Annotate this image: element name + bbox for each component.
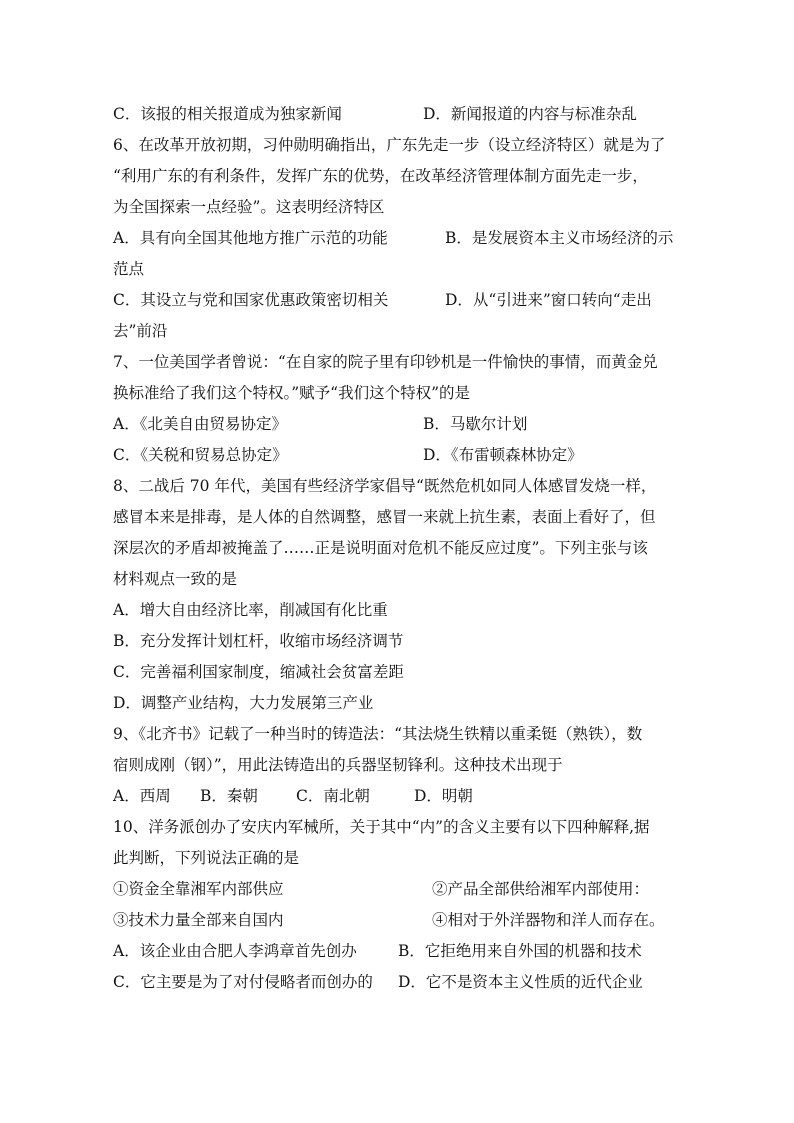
q10-option-c: C．它主要是为了对付侵略者而创办的 — [113, 973, 373, 991]
q8-stem-line-4: 材料观点一致的是 — [113, 570, 238, 588]
q8-option-a: A．增大自由经济比率，削减国有化比重 — [113, 601, 388, 619]
q9-stem-line-2: 宿则成刚（钢）”，用此法铸造出的兵器坚韧锋利。这种技术出现于 — [113, 756, 563, 774]
q10-option-a: A．该企业由合肥人李鸿章首先创办 — [113, 942, 357, 960]
q6-stem-line-2: “利用广东的有利条件，发挥广东的优势，在改革经济管理体制方面先走一步， — [113, 167, 648, 185]
q10-option-b: B．它拒绝用来自外国的机器和技术 — [398, 942, 642, 960]
q5-option-c: C．该报的相关报道成为独家新闻 — [113, 105, 342, 123]
q6-stem-line-3: 为全国探索一点经验”。这表明经济特区 — [113, 198, 385, 216]
q9-option-c: C．南北朝 — [296, 787, 370, 805]
q8-option-b: B．充分发挥计划杠杆，收缩市场经济调节 — [113, 632, 404, 650]
q10-stem-line-2: 此判断，下列说法正确的是 — [113, 849, 300, 867]
q10-item-1: ①资金全靠湘军内部供应 — [113, 880, 284, 898]
q8-option-c: C．完善福利国家制度，缩减社会贫富差距 — [113, 663, 404, 681]
q10-item-2: ②产品全部供给湘军内部使用： — [432, 880, 650, 898]
q5-option-d: D．新闻报道的内容与标准杂乱 — [423, 105, 637, 123]
q9-stem-line-1: 9、《北齐书》记载了一种当时的铸造法：“其法烧生铁精以重柔铤（熟铁），数 — [113, 725, 643, 743]
q8-option-d: D．调整产业结构，大力发展第三产业 — [113, 694, 374, 712]
q10-item-3: ③技术力量全部来自国内 — [113, 911, 284, 929]
q6-option-b: B．是发展资本主义市场经济的示 — [445, 229, 674, 247]
q7-option-b: B．马歇尔计划 — [423, 415, 528, 433]
q7-stem-line-1: 7、一位美国学者曾说：“在自家的院子里有印钞机是一件愉快的事情，而黄金兑 — [113, 353, 658, 371]
q8-stem-line-2: 感冒本来是排毒，是人体的自然调整，感冒一来就上抗生素，表面上看好了，但 — [113, 508, 656, 526]
q8-stem-line-3: 深层次的矛盾却被掩盖了……正是说明面对危机不能反应过度”。下列主张与该 — [113, 539, 648, 557]
q9-option-a: A．西周 — [113, 787, 171, 805]
q9-option-d: D．明朝 — [414, 787, 473, 805]
q6-option-c: C．其设立与党和国家优惠政策密切相关 — [113, 291, 389, 309]
q6-option-a: A．具有向全国其他地方推广示范的功能 — [113, 229, 388, 247]
q10-stem-line-1: 10、洋务派创办了安庆内军械所，关于其中“内”的含义主要有以下四种解释,据 — [113, 818, 650, 836]
q9-option-b: B．秦朝 — [200, 787, 258, 805]
q10-item-4: ④相对于外洋器物和洋人而存在。 — [432, 911, 665, 929]
q6-option-d: D．从“引进来”窗口转向“走出 — [445, 291, 652, 309]
q10-option-d: D．它不是资本主义性质的近代企业 — [398, 973, 643, 991]
q7-option-d: D．《布雷顿森林协定》 — [423, 446, 583, 464]
q8-stem-line-1: 8、二战后 70 年代，美国有些经济学家倡导“既然危机如同人体感冒发烧一样， — [113, 477, 657, 495]
q7-option-a: A．《北美自由贸易协定》 — [113, 415, 287, 433]
q6-option-d-continued: 去”前沿 — [113, 322, 168, 340]
q7-stem-line-2: 换标准给了我们这个特权。”赋予“我们这个特权”的是 — [113, 384, 471, 402]
q6-stem-line-1: 6、在改革开放初期，习仲勋明确指出，广东先走一步（设立经济特区）就是为了 — [113, 136, 666, 154]
q6-option-b-continued: 范点 — [113, 260, 145, 278]
q7-option-c: C．《关税和贸易总协定》 — [113, 446, 288, 464]
